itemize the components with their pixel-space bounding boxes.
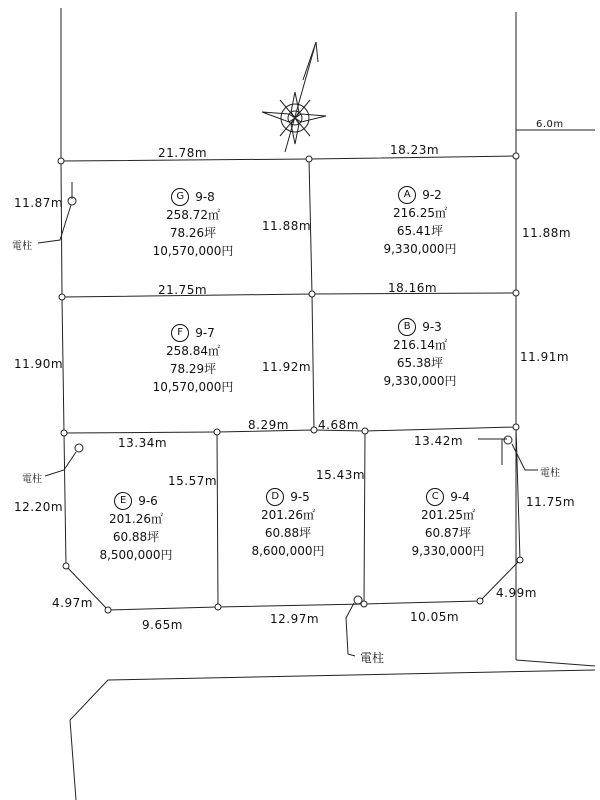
lot-tsubo: 60.88坪: [112, 530, 160, 544]
lot-b-info: [360, 318, 480, 390]
boundary-e-d: [217, 432, 218, 607]
lot-price: 9,330,000円: [383, 242, 457, 256]
lot-price: 8,500,000円: [99, 548, 173, 562]
pole-label-g: 電柱: [12, 241, 32, 252]
dim-e-top: 13.34m: [118, 436, 168, 450]
dim-b-right: 11.91m: [520, 350, 570, 364]
lot-area: 201.26㎡: [109, 512, 163, 526]
lot-letter-badge: D: [266, 488, 284, 506]
north-arrow-icon: [262, 42, 326, 152]
lot-area: 216.25㎡: [393, 206, 447, 220]
dim-c-top-b: 13.42m: [414, 434, 464, 448]
lot-number: 9-5: [290, 490, 310, 504]
lot-number: 9-3: [422, 320, 442, 334]
lot-tsubo: 78.29坪: [169, 362, 217, 376]
lot-letter-badge: F: [171, 324, 189, 342]
road-edge-bottom-right: [516, 660, 595, 666]
utility-pole-icon: [504, 436, 512, 444]
dim-top-right: 18.23m: [390, 143, 440, 157]
boundary-middle: [62, 293, 516, 297]
dim-mid-left: 21.75m: [158, 283, 208, 297]
dim-c-right: 11.75m: [526, 495, 576, 509]
lot-g-info: [128, 188, 258, 260]
lot-area: 216.14㎡: [393, 338, 447, 352]
dim-e-d-mid: 15.57m: [168, 474, 218, 488]
pole-label-c: 電柱: [540, 468, 560, 479]
dim-c-corner: 4.99m: [496, 586, 537, 600]
lot-area: 258.72㎡: [166, 208, 220, 222]
road-edge-bottom-left: [70, 680, 108, 800]
dim-d-c-mid: 15.43m: [316, 468, 366, 482]
boundary-d-c: [364, 431, 365, 604]
utility-pole-icon: [75, 444, 83, 452]
dim-road-width: 6.0m: [536, 119, 564, 130]
dim-c-bottom: 10.05m: [410, 610, 460, 624]
lot-area: 201.25㎡: [421, 508, 475, 522]
boundary-f-b: [312, 294, 314, 430]
lot-price: 8,600,000円: [251, 544, 325, 558]
lot-letter-badge: B: [398, 318, 416, 336]
lot-c-info: [392, 488, 504, 560]
lot-area: 201.26㎡: [261, 508, 315, 522]
lot-d-info: [232, 488, 344, 560]
pole-label-bottom: 電柱: [360, 651, 385, 665]
road-edge-bottom: [108, 670, 595, 680]
lot-price: 9,330,000円: [383, 374, 457, 388]
lot-f-info: [128, 324, 258, 396]
boundary-lower: [64, 427, 516, 433]
dim-a-right: 11.88m: [522, 226, 572, 240]
lot-tsubo: 60.88坪: [264, 526, 312, 540]
dim-top-left: 21.78m: [158, 146, 208, 160]
dim-g-left: 11.87m: [14, 196, 64, 210]
dim-d-top: 8.29m: [248, 418, 289, 432]
lot-letter-badge: A: [398, 186, 416, 204]
dim-f-left: 11.90m: [14, 357, 64, 371]
boundary-g-left: [61, 161, 62, 297]
dim-d-bottom: 12.97m: [270, 612, 320, 626]
lot-number: 9-6: [138, 494, 158, 508]
dim-e-corner: 4.97m: [52, 596, 93, 610]
pole-label-e: 電柱: [22, 474, 42, 485]
lot-number: 9-4: [450, 490, 470, 504]
dim-g-a-mid: 11.88m: [262, 219, 312, 233]
dim-mid-right: 18.16m: [388, 281, 438, 295]
lot-number: 9-7: [195, 326, 215, 340]
lot-area: 258.84㎡: [166, 344, 220, 358]
lot-number: 9-8: [195, 190, 215, 204]
dim-c-top-a: 4.68m: [318, 418, 359, 432]
dim-f-b-mid: 11.92m: [262, 360, 312, 374]
lot-letter-badge: E: [114, 492, 132, 510]
lot-e-info: [82, 492, 190, 564]
lot-tsubo: 78.26坪: [169, 226, 217, 240]
lot-a-info: [360, 186, 480, 258]
lot-price: 10,570,000円: [152, 380, 234, 394]
dim-e-bottom: 9.65m: [142, 618, 183, 632]
lot-price: 10,570,000円: [152, 244, 234, 258]
lot-tsubo: 65.41坪: [396, 224, 444, 238]
lot-tsubo: 65.38坪: [396, 356, 444, 370]
lot-tsubo: 60.87坪: [424, 526, 472, 540]
boundary-top: [61, 156, 516, 161]
lot-number: 9-2: [422, 188, 442, 202]
dim-e-left: 12.20m: [14, 500, 64, 514]
lot-letter-badge: G: [171, 188, 189, 206]
lot-price: 9,330,000円: [411, 544, 485, 558]
lot-letter-badge: C: [426, 488, 444, 506]
